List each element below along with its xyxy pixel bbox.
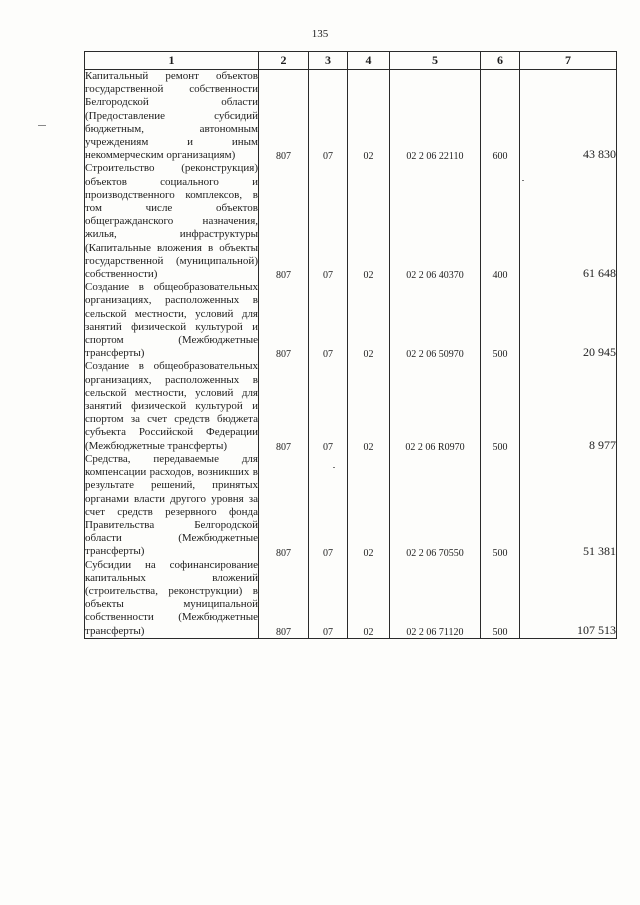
header-col-4: 4	[348, 52, 390, 70]
cell-expense-type: 400	[481, 162, 520, 281]
cell-amount: 61 648	[520, 162, 617, 281]
header-col-2: 2	[259, 52, 309, 70]
cell-subsection: 02	[348, 360, 390, 452]
cell-section: 07	[309, 281, 348, 360]
cell-ministry-code: 807	[259, 559, 309, 639]
description-text: Строительство (реконструкция) объектов социального и производственного комплексов, в том числе объектов общегражданского назначения, жилья, инфраструктуры (Капитальные вложения в объекты государственной (муниципальной) собственности)	[85, 162, 258, 281]
cell-subsection: 02	[348, 559, 390, 639]
header-col-7: 7	[520, 52, 617, 70]
description-text: Создание в общеобразовательных организациях, расположенных в сельской местности, условий для занятий физической культурой и спортом за счет средств бюджета субъекта Российской Федерации (Межбюджетные трансферты)	[85, 360, 258, 452]
row-description	[85, 162, 259, 281]
cell-section: 07	[309, 453, 348, 559]
cell-section: 07	[309, 360, 348, 452]
cell-ministry-code: 807	[259, 281, 309, 360]
row-description	[85, 70, 259, 163]
header-col-1: 1	[85, 52, 259, 70]
cell-amount: 107 513	[520, 559, 617, 639]
cell-ministry-code: 807	[259, 453, 309, 559]
cell-subsection: 02	[348, 281, 390, 360]
cell-target-article: 02 2 06 22110	[390, 70, 481, 163]
header-col-3: 3	[309, 52, 348, 70]
cell-expense-type: 500	[481, 360, 520, 452]
cell-target-article: 02 2 06 70550	[390, 453, 481, 559]
budget-table	[84, 51, 617, 639]
row-description	[85, 453, 259, 559]
cell-amount: 51 381	[520, 453, 617, 559]
cell-amount: 43 830	[520, 70, 617, 163]
cell-amount: 8 977	[520, 360, 617, 452]
cell-expense-type: 500	[481, 453, 520, 559]
cell-amount: 20 945	[520, 281, 617, 360]
description-text: Капитальный ремонт объектов государственной собственности Белгородской области (Предоставление субсидий бюджетным, автономным учреждениям и иным некоммерческим организациям)	[85, 70, 258, 162]
table-row	[85, 453, 617, 559]
cell-section: 07	[309, 162, 348, 281]
page-number: 135	[311, 28, 329, 40]
row-description	[85, 559, 259, 639]
table-row	[85, 559, 617, 639]
cell-expense-type: 500	[481, 281, 520, 360]
cell-target-article: 02 2 06 50970	[390, 281, 481, 360]
cell-ministry-code: 807	[259, 70, 309, 163]
cell-section: 07	[309, 70, 348, 163]
description-text: Субсидии на софинансирование капитальных вложений (строительства, реконструкции) в объекты муниципальной собственности (Межбюджетные трансферты)	[85, 558, 258, 637]
table-row	[85, 162, 617, 281]
cell-target-article: 02 2 06 40370	[390, 162, 481, 281]
cell-target-article: 02 2 06 71120	[390, 559, 481, 639]
description-text: Средства, передаваемые для компенсации расходов, возникших в результате решений, принятых органами власти другого уровня за счет средств резервного фонда Правительства Белгородской области (Межбюджетные трансферты)	[85, 452, 258, 558]
cell-expense-type: 600	[481, 70, 520, 163]
cell-subsection: 02	[348, 70, 390, 163]
cell-expense-type: 500	[481, 559, 520, 639]
description-text: Создание в общеобразовательных организациях, расположенных в сельской местности, условий для занятий физической культурой и спортом (Межбюджетные трансферты)	[85, 281, 258, 360]
header-col-5: 5	[390, 52, 481, 70]
row-description	[85, 281, 259, 360]
table-row	[85, 360, 617, 452]
table-row	[85, 70, 617, 163]
cell-section: 07	[309, 559, 348, 639]
table-row	[85, 281, 617, 360]
cell-target-article: 02 2 06 R0970	[390, 360, 481, 452]
cell-ministry-code: 807	[259, 162, 309, 281]
cell-subsection: 02	[348, 453, 390, 559]
row-description	[85, 360, 259, 452]
header-row	[85, 52, 617, 70]
header-col-6: 6	[481, 52, 520, 70]
margin-mark	[38, 125, 46, 126]
cell-ministry-code: 807	[259, 360, 309, 452]
cell-subsection: 02	[348, 162, 390, 281]
